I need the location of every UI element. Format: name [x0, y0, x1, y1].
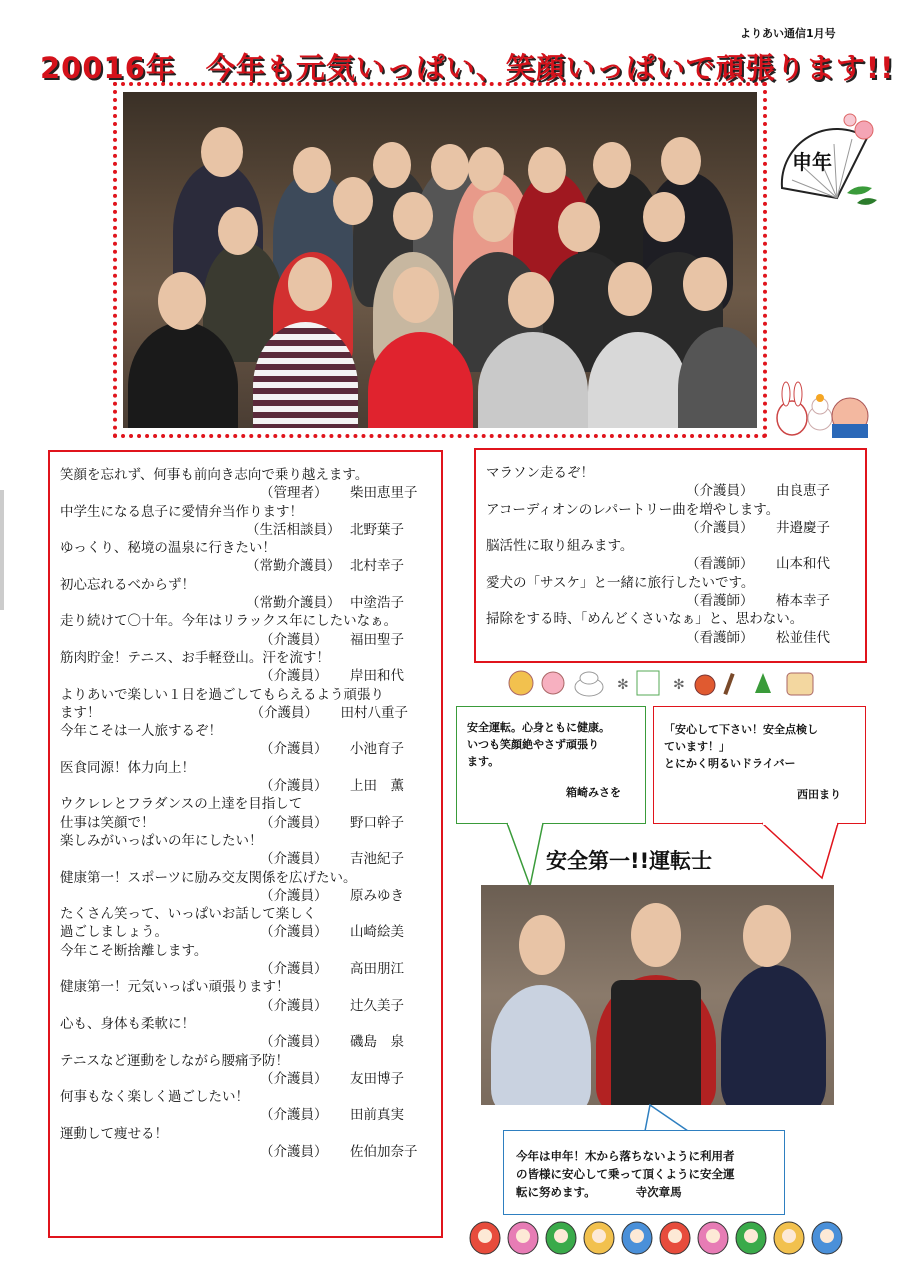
staff-signature: （介護員） 原みゆき — [260, 887, 404, 904]
safety-title: 安全第一!!運転士 — [546, 849, 713, 873]
speech-bubble-driver-2: 「安心して下さい！安全点検し ています！」 とにかく明るいドライバー 西田まり — [653, 706, 866, 824]
resolution-text: 健康第一！元気いっぱい頑張ります！ — [60, 979, 290, 996]
resolution-text: 健康第一！スポーツに励み交友関係を広げたい。 — [60, 869, 357, 886]
staff-signature: （常勤介護員） 中塗浩子 — [246, 595, 404, 612]
new-year-icons-strip — [505, 667, 835, 699]
bubble-tail-3 — [640, 1103, 690, 1133]
resolution-text: 笑顔を忘れず、何事も前向き志向で乗り越えます。 — [60, 467, 369, 483]
staff-resolutions — [48, 450, 443, 1238]
resolution-text-cont: ます！ （介護員） 田村八重子 — [60, 704, 408, 721]
resolution-text: 筋肉貯金！テニス、お手軽登山。汗を流す！ — [60, 649, 330, 666]
staff-signature: （介護員） 辻久美子 — [260, 997, 404, 1014]
resolution-text: 今年こそ断捨離します。 — [60, 942, 208, 959]
driver-name: 西田まり — [797, 788, 841, 801]
resolution-text: マラソン走るぞ！ — [486, 465, 594, 481]
resolution-text: よりあいで楽しい１日を過ごしてもらえるよう頑張り — [60, 686, 384, 703]
headline: 20016年 今年も元気いっぱい、笑顔いっぱいで頑張ります!! — [40, 51, 895, 85]
issue-label: よりあい通信1月号 — [740, 27, 836, 40]
speech-bubble-driver-1: 安全運転。心身ともに健康。 いつも笑顔絶やさず頑張り ます。 箱崎みさを — [456, 706, 646, 824]
staff-signature: （看護師） 椿本幸子 — [686, 593, 830, 610]
resolution-text: 心も、身体も柔軟に！ — [60, 1015, 195, 1032]
bubble-tail-2 — [760, 822, 840, 882]
fan-label: 申年 — [792, 150, 832, 174]
staff-signature: （介護員） 田前真実 — [260, 1107, 404, 1124]
resolution-text: 掃除をする時、「めんどくさいなぁ」と、思わない。 — [486, 611, 804, 628]
resolution-text: ウクレレとフラダンスの上達を目指して — [60, 796, 303, 813]
staff-signature: （介護員） 上田 薫 — [260, 778, 404, 795]
group-photo — [123, 92, 757, 428]
resolution-text: 医食同源！体力向上！ — [60, 759, 195, 776]
resolution-text: 走り続けて〇十年。今年はリラックス年にしたいなぁ。 — [60, 613, 398, 630]
staff-signature: （常勤介護員） 北村幸子 — [246, 558, 404, 575]
staff-signature: （管理者） 柴田恵里子 — [260, 485, 418, 502]
staff-signature: （看護師） 松並佳代 — [686, 629, 830, 646]
staff-signature: （生活相談員） 北野葉子 — [246, 521, 404, 538]
fan-decoration — [772, 108, 882, 218]
resolution-text-cont: 過ごしましょう。 （介護員） 山崎絵美 — [60, 924, 404, 941]
daruma-icons-strip — [465, 1220, 865, 1256]
resolution-text: ゆっくり、秘境の温泉に行きたい！ — [60, 540, 276, 557]
staff-signature: （介護員） 友田博子 — [260, 1070, 404, 1087]
resolution-text: 愛犬の「サスケ」と一緒に旅行したいです。 — [486, 574, 755, 591]
driver-photo — [481, 885, 834, 1105]
speech-bubble-driver-3: 今年は申年！木から落ちないように利用者 の皆様に安心して乗って頂くように安全運 転に努めます。 寺次章馬 — [503, 1130, 785, 1215]
resolution-text: 何事もなく楽しく過ごしたい！ — [60, 1089, 249, 1106]
resolution-text: たくさん笑って、いっぱいお話して楽しく — [60, 906, 317, 923]
resolution-text: テニスなど運動をしながら腰痛予防！ — [60, 1052, 289, 1069]
staff-signature: （看護師） 山本和代 — [686, 556, 830, 573]
resolution-text: アコーディオンのレパートリー曲を増やします。 — [486, 501, 780, 518]
staff-signature: （介護員） 福田聖子 — [260, 631, 404, 648]
resolution-text: 楽しみがいっぱいの年にしたい！ — [60, 832, 263, 849]
edge-mark — [0, 490, 4, 610]
driver-name: 箱崎みさを — [566, 786, 621, 799]
resolution-text: 中学生になる息子に愛情弁当作ります！ — [60, 503, 303, 520]
resolution-text: 初心忘れるべからず！ — [60, 576, 195, 593]
staff-signature: （介護員） 小池育子 — [260, 741, 404, 758]
svg-text:✻: ✻ — [617, 677, 629, 693]
svg-text:✻: ✻ — [673, 677, 685, 693]
resolution-text: 運動して痩せる！ — [60, 1125, 168, 1142]
group-photo-frame — [113, 82, 767, 438]
staff-signature: （介護員） 佐伯加奈子 — [260, 1143, 418, 1160]
bubble-tail-1 — [505, 822, 545, 888]
staff-signature: （介護員） 岸田和代 — [260, 668, 404, 685]
mascot-icons — [772, 380, 872, 440]
resolution-text: 脳活性に取り組みます。 — [486, 538, 634, 555]
staff-signature: （介護員） 井邉慶子 — [686, 519, 830, 536]
staff-signature: （介護員） 吉池紀子 — [260, 851, 404, 868]
driver-name: 寺次章馬 — [635, 1185, 682, 1199]
resolution-text-cont: 仕事は笑顔で！ （介護員） 野口幹子 — [60, 814, 404, 831]
staff-signature: （介護員） 磯島 泉 — [260, 1034, 404, 1051]
resolution-text: 今年こそは一人旅するぞ！ — [60, 723, 222, 740]
staff-resolutions-2 — [474, 448, 867, 663]
staff-signature: （介護員） 高田朋江 — [260, 961, 404, 978]
staff-signature: （介護員） 由良恵子 — [686, 483, 830, 500]
